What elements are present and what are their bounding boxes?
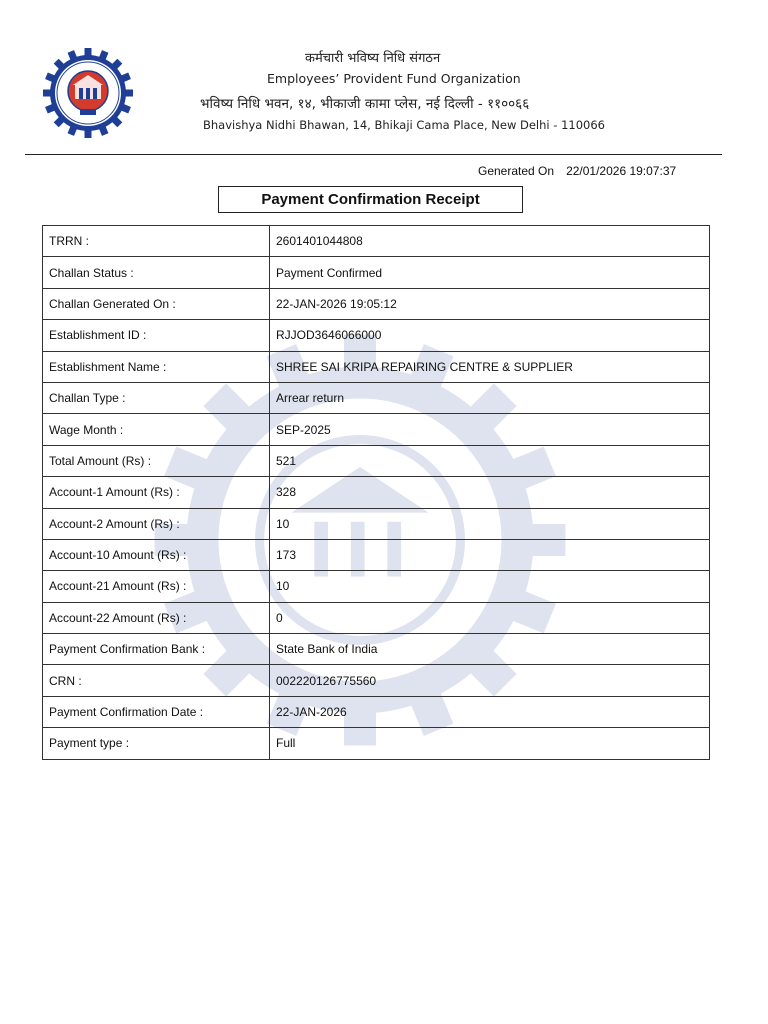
generated-on-value: 22/01/2026 19:07:37	[566, 164, 677, 178]
row-label: Account-2 Amount (Rs) :	[43, 508, 270, 539]
row-value: 521	[270, 445, 710, 476]
row-label: Challan Generated On :	[43, 288, 270, 319]
table-row	[43, 382, 710, 413]
address-english: Bhavishya Nidhi Bhawan, 14, Bhikaji Cama Place, New Delhi - 110066	[203, 118, 605, 132]
row-value: 22-JAN-2026 19:05:12	[270, 288, 710, 319]
row-value: RJJOD3646066000	[270, 320, 710, 351]
row-value: 002220126775560	[270, 665, 710, 696]
row-label: Account-10 Amount (Rs) :	[43, 539, 270, 570]
epfo-seal-icon	[42, 47, 134, 139]
row-value: SEP-2025	[270, 414, 710, 445]
generated-on	[478, 164, 676, 178]
row-label: Account-1 Amount (Rs) :	[43, 477, 270, 508]
org-name-hindi: कर्मचारी भविष्य निधि संगठन	[305, 51, 441, 66]
row-label: Establishment ID :	[43, 320, 270, 351]
receipt-table	[42, 225, 710, 760]
header-divider	[25, 154, 722, 155]
row-label: Establishment Name :	[43, 351, 270, 382]
org-name-english: Employees’ Provident Fund Organization	[267, 71, 521, 86]
row-value: 10	[270, 508, 710, 539]
row-value: 2601401044808	[270, 226, 710, 257]
table-row	[43, 539, 710, 570]
row-label: Wage Month :	[43, 414, 270, 445]
table-row	[43, 728, 710, 759]
table-row	[43, 257, 710, 288]
row-value: State Bank of India	[270, 634, 710, 665]
table-row	[43, 571, 710, 602]
epfo-logo	[42, 47, 134, 139]
table-row	[43, 445, 710, 476]
row-label: Challan Type :	[43, 382, 270, 413]
generated-on-label: Generated On	[478, 164, 555, 178]
row-value: Arrear return	[270, 382, 710, 413]
row-label: Payment Confirmation Date :	[43, 696, 270, 727]
table-row	[43, 320, 710, 351]
address-hindi: भविष्य निधि भवन, १४, भीकाजी कामा प्लेस, नई दिल्ली - ११००६६	[200, 96, 530, 112]
row-label: Account-21 Amount (Rs) :	[43, 571, 270, 602]
table-row	[43, 477, 710, 508]
receipt-title: Payment Confirmation Receipt	[218, 186, 523, 213]
table-row	[43, 414, 710, 445]
row-label: Payment type :	[43, 728, 270, 759]
row-label: Account-22 Amount (Rs) :	[43, 602, 270, 633]
row-label: Payment Confirmation Bank :	[43, 634, 270, 665]
row-label: TRRN :	[43, 226, 270, 257]
row-value: 10	[270, 571, 710, 602]
table-row	[43, 602, 710, 633]
table-row	[43, 634, 710, 665]
row-value: SHREE SAI KRIPA REPAIRING CENTRE & SUPPLIER	[270, 351, 710, 382]
row-value: 22-JAN-2026	[270, 696, 710, 727]
row-value: 328	[270, 477, 710, 508]
row-value: 0	[270, 602, 710, 633]
row-label: Total Amount (Rs) :	[43, 445, 270, 476]
row-value: Full	[270, 728, 710, 759]
row-label: Challan Status :	[43, 257, 270, 288]
row-value: 173	[270, 539, 710, 570]
table-row	[43, 288, 710, 319]
row-label: CRN :	[43, 665, 270, 696]
row-value: Payment Confirmed	[270, 257, 710, 288]
table-row	[43, 508, 710, 539]
table-row	[43, 665, 710, 696]
table-row	[43, 696, 710, 727]
table-row	[43, 351, 710, 382]
table-row	[43, 226, 710, 257]
